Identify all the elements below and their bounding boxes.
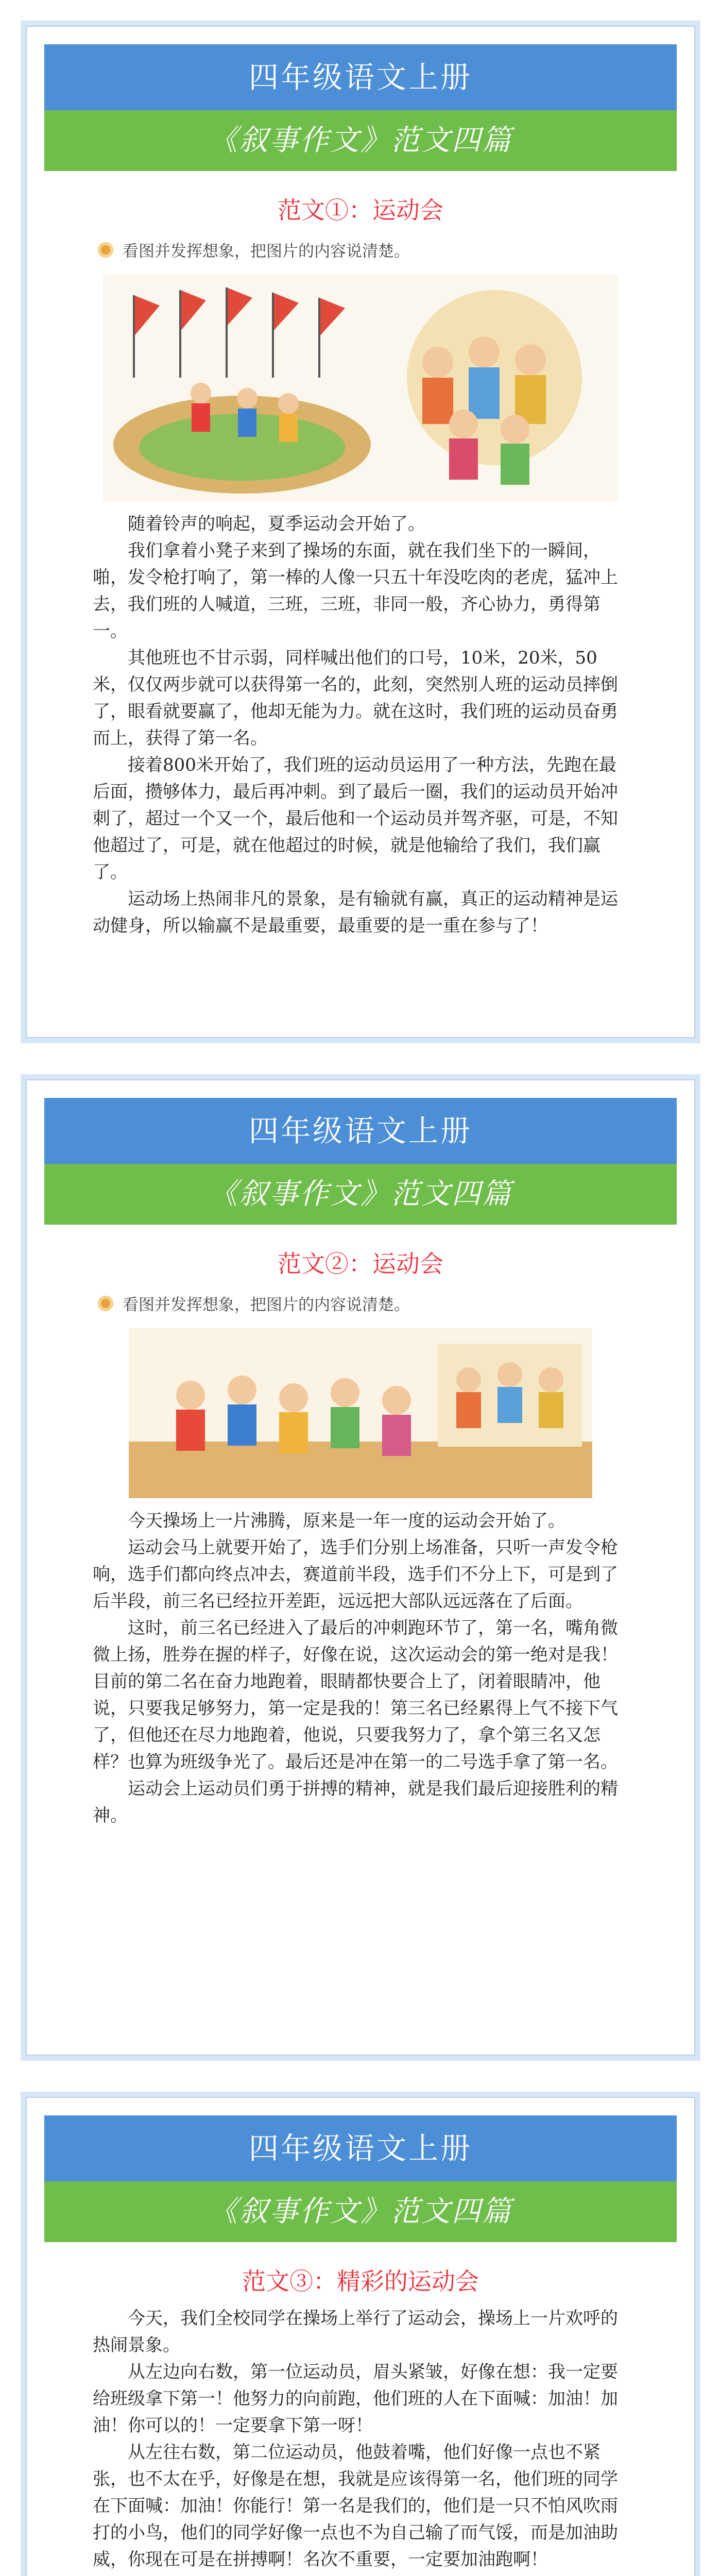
paragraph: 这时，前三名已经进入了最后的冲刺跑环节了，第一名，嘴角微微上扬，胜券在握的样子，好像在说，这次运动会的第一绝对是我！目前的第二名在奋力地跑着，眼睛都快要合上了，闭着眼睛冲，他说，只要我足够努力，第一定是我的！第三名已经累得上气不接下气了，但他还在尽力地跑着，他说，只要我努力了，拿个第三名又怎样？也算为班级争光了。最后还是冲在第一的二号选手拿了第一名。 [93,1618,618,1772]
page-title: 四年级语文上册 [44,44,677,110]
essay-card-1 [21,21,700,1043]
essay-heading: 范文③：精彩的运动会 [242,2267,479,2295]
bullet-icon [98,1296,113,1311]
essay-card-2 [21,1074,700,2061]
essay-body [93,511,628,939]
page-subtitle: 《叙事作文》范文四篇 [44,110,677,171]
picture-prompt [98,238,695,261]
paragraph: 运动会马上就要开始了，选手们分别上场准备，只听一声发令枪响，选手们都向终点冲去，赛道前半段，选手们不分上下，可是到了后半段，前三名已经拉开差距，远远把大部队远远落在了后面。 [93,1537,618,1612]
essay-body [93,1507,628,1829]
paragraph: 运动场上热闹非凡的景象，是有输就有赢，真正的运动精神是运动健身，所以输赢不是最重要，最重要的是一重在参与了！ [93,889,618,936]
essay-heading: 范文①：运动会 [278,196,443,224]
page-subtitle: 《叙事作文》范文四篇 [44,1164,677,1225]
paragraph: 从左边向右数，第一位运动员，眉头紧皱，好像在想：我一定要给班级拿下第一！他努力的向前跑，他们班的人在下面喊：加油！加油！你可以的！一定要拿下第一呀！ [93,2362,618,2436]
paragraph: 从左往右数，第二位运动员，他鼓着嘴，他们好像一点也不紧张，也不太在乎，好像是在想，我就是应该得第一名，他们班的同学在下面喊：加油！你能行！第一名是我们的，他们是一只不怕风吹雨打的小鸟，他们的同学好像一点也不为自己输了而气馁，而是加油助威，你现在可是在拼搏啊！名次不重要，一定要加油跑啊！ [93,2442,618,2570]
picture-prompt [98,1292,695,1315]
paragraph: 其他班也不甘示弱，同样喊出他们的口号，10米，20米，50米，仅仅两步就可以获得第一名的，此刻，突然别人班的运动员摔倒了，眼看就要赢了，他却无能为力。就在这时，我们班的运动员奋勇而上，获得了第一名。 [93,648,618,749]
essay-body [93,2305,628,2576]
race-illustration [129,1328,592,1498]
page-title: 四年级语文上册 [44,2115,677,2181]
paragraph: 接着800米开始了，我们班的运动员运用了一种方法，先跑在最后面，攒够体力，最后再冲刺。到了最后一圈，我们的运动员开始冲刺了，超过一个又一个，最后他和一个运动员并驾齐驱，可是，不知他超过了，可是，就在他超过的时候，就是他输给了我们，我们赢了。 [93,755,618,883]
prompt-text: 看图并发挥想象，把图片的内容说清楚。 [123,1296,410,1314]
sports-day-illustration [103,275,618,501]
paragraph [93,2573,628,2576]
paragraph: 今天，我们全校同学在操场上举行了运动会，操场上一片欢呼的热闹景象。 [93,2308,618,2355]
paragraph: 随着铃声的响起，夏季运动会开始了。 [128,514,425,534]
page-subtitle: 《叙事作文》范文四篇 [44,2181,677,2242]
paragraph: 运动会上运动员们勇于拼搏的精神，就是我们最后迎接胜利的精神。 [93,1778,618,1826]
paragraph: 我们拿着小凳子来到了操场的东面，就在我们坐下的一瞬间，啪，发令枪打响了，第一棒的人像一只五十年没吃肉的老虎，猛冲上去，我们班的人喊道，三班，三班，非同一般，齐心协力，勇得第一。 [93,540,618,641]
paragraph: 今天操场上一片沸腾，原来是一年一度的运动会开始了。 [128,1511,565,1531]
bullet-icon [98,242,113,258]
prompt-text: 看图并发挥想象，把图片的内容说清楚。 [123,242,410,261]
essay-heading: 范文②：运动会 [278,1250,443,1278]
essay-card-3 [21,2092,700,2576]
page-title: 四年级语文上册 [44,1098,677,1164]
